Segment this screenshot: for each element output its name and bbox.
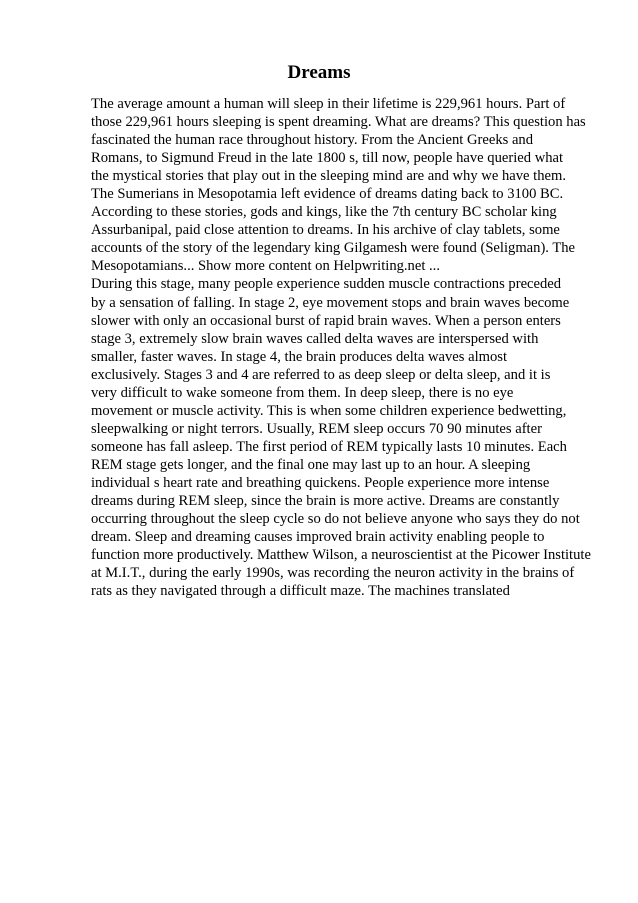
body-text-line: Assurbanipal, paid close attention to dreams. In his archive of clay tablets, some: [91, 222, 560, 239]
body-text-line: Mesopotamians... Show more content on Helpwriting.net ...: [91, 258, 440, 275]
body-text-line: by a sensation of falling. In stage 2, eye movement stops and brain waves become: [91, 294, 570, 311]
body-text-line: occurring throughout the sleep cycle so do not believe anyone who says they do not: [91, 511, 580, 528]
body-text-line: stage 3, extremely slow brain waves called delta waves are interspersed with: [91, 330, 539, 347]
body-text-line: rats as they navigated through a difficult maze. The machines translated: [91, 583, 510, 600]
body-text-line: the mystical stories that play out in the sleeping mind are and why we have them.: [91, 168, 566, 185]
body-text-line: movement or muscle activity. This is when some children experience bedwetting,: [91, 402, 567, 419]
body-text-line: slower with only an occasional burst of rapid brain waves. When a person enters: [91, 312, 561, 329]
document-title: Dreams: [287, 62, 351, 83]
body-text-line: During this stage, many people experience sudden muscle contractions preceded: [91, 276, 562, 293]
body-text-line: dreams during REM sleep, since the brain is more active. Dreams are constantly: [91, 493, 560, 510]
body-text-line: The average amount a human will sleep in their lifetime is 229,961 hours. Part of: [91, 96, 566, 112]
body-text-line: someone has fall asleep. The first period of REM typically lasts 10 minutes. Each: [91, 438, 567, 455]
body-text-line: accounts of the story of the legendary king Gilgamesh were found (Seligman). The: [91, 240, 576, 257]
body-text-line: individual s heart rate and breathing quickens. People experience more intense: [91, 474, 550, 491]
body-text-line: Romans, to Sigmund Freud in the late 1800 s, till now, people have queried what: [91, 150, 564, 167]
body-text-line: fascinated the human race throughout history. From the Ancient Greeks and: [91, 132, 534, 149]
body-text-line: smaller, faster waves. In stage 4, the brain produces delta waves almost: [91, 348, 508, 365]
body-text-line: According to these stories, gods and kings, like the 7th century BC scholar king: [91, 204, 557, 221]
body-text-line: very difficult to wake someone from them. In deep sleep, there is no eye: [91, 384, 514, 401]
body-text-line: those 229,961 hours sleeping is spent dreaming. What are dreams? This question has: [91, 114, 586, 131]
body-text-line: dream. Sleep and dreaming causes improved brain activity enabling people to: [91, 529, 545, 546]
body-text-line: at M.I.T., during the early 1990s, was recording the neuron activity in the brains of: [91, 565, 575, 582]
body-text-line: exclusively. Stages 3 and 4 are referred to as deep sleep or delta sleep, and it is: [91, 366, 551, 383]
body-text-line: function more productively. Matthew Wilson, a neuroscientist at the Picower Institute: [91, 547, 591, 564]
body-text-line: sleepwalking or night terrors. Usually, REM sleep occurs 70 90 minutes after: [91, 420, 542, 437]
body-text-line: REM stage gets longer, and the final one may last up to an hour. A sleeping: [91, 456, 531, 473]
document-body: [91, 95, 601, 600]
body-text-line: The Sumerians in Mesopotamia left evidence of dreams dating back to 3100 BC.: [91, 186, 564, 203]
